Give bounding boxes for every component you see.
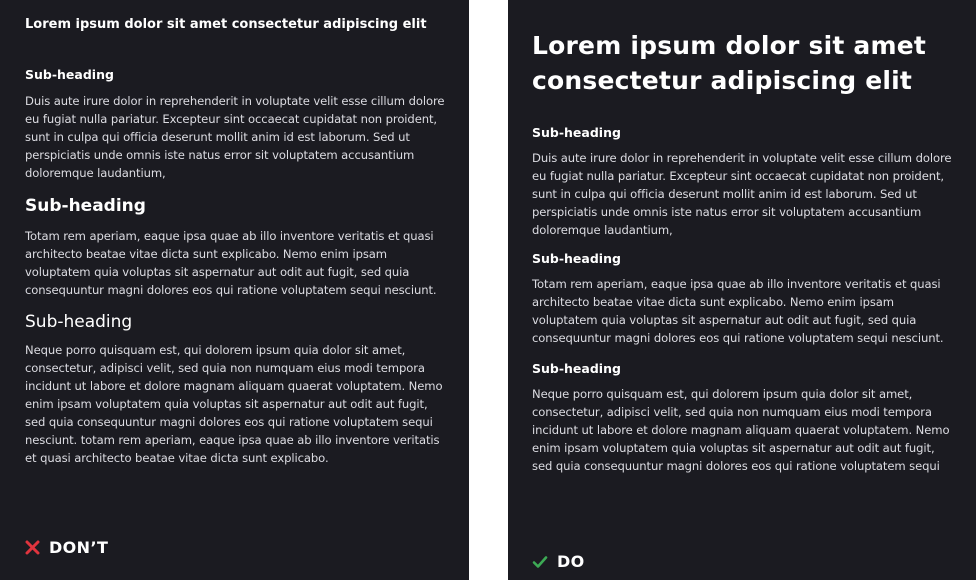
check-icon xyxy=(532,555,548,569)
example-title: Lorem ipsum dolor sit amet consectetur adipiscing elit xyxy=(25,17,427,32)
body-paragraph: Duis aute irure dolor in reprehenderit in voluptate velit esse cillum dolore eu fugiat nulla pariatur. Excepteur sint occaecat cupidatat non proident, sunt in culpa qui officia deserunt mollit anim id est laborum. Sed ut perspiciatis unde omnis iste natus error sit voluptatem accusantium doloremque laudantium, xyxy=(532,151,952,237)
example-title: Lorem ipsum dolor sit amet consectetur adipiscing elit xyxy=(532,31,927,95)
dont-label: DON’T xyxy=(49,538,109,557)
dont-example-panel xyxy=(0,0,469,580)
cross-icon xyxy=(25,540,40,555)
subheading: Sub-heading xyxy=(532,125,621,140)
body-paragraph: Neque porro quisquam est, qui dolorem ipsum quia dolor sit amet, consectetur, adipisci velit, sed quia non numquam eius modi tempora incidunt ut labore et dolore magnam aliquam quaerat voluptatem. Nemo enim ipsam voluptatem quia voluptas sit aspernatur aut odit aut fugit, sed quia consequuntur magni dolores eos qui ratione voluptatem sequi nesciunt. totam rem aperiam, eaque ipsa quae ab illo inventore veritatis et quasi architecto beatae vitae dicta sunt explicabo. xyxy=(25,343,443,465)
do-example-panel xyxy=(508,0,976,580)
subheading: Sub-heading xyxy=(532,361,621,376)
body-paragraph: Totam rem aperiam, eaque ipsa quae ab illo inventore veritatis et quasi architecto beatae vitae dicta sunt explicabo. Nemo enim ipsam voluptatem quia voluptas sit aspernatur aut odit aut fugit, sed quia consequuntur magni dolores eos qui ratione voluptatem sequi nesciunt. xyxy=(25,229,437,297)
body-paragraph: Totam rem aperiam, eaque ipsa quae ab illo inventore veritatis et quasi architecto beatae vitae dicta sunt explicabo. Nemo enim ipsam voluptatem quia voluptas sit aspernatur aut odit aut fugit, sed quia consequuntur magni dolores eos qui ratione voluptatem sequi nesciunt. xyxy=(532,277,944,345)
body-paragraph: Duis aute irure dolor in reprehenderit in voluptate velit esse cillum dolore eu fugiat nulla pariatur. Excepteur sint occaecat cupidatat non proident, sunt in culpa qui officia deserunt mollit anim id est laborum. Sed ut perspiciatis unde omnis iste natus error sit voluptatem accusantium doloremque laudantium, xyxy=(25,94,445,180)
subheading-large-regular: Sub-heading xyxy=(25,312,133,332)
subheading-small: Sub-heading xyxy=(25,67,114,82)
do-badge xyxy=(532,552,585,571)
subheading-large-bold: Sub-heading xyxy=(25,196,146,216)
dont-badge xyxy=(25,538,108,557)
body-paragraph: Neque porro quisquam est, qui dolorem ipsum quia dolor sit amet, consectetur, adipisci velit, sed quia non numquam eius modi tempora incidunt ut labore et dolore magnam aliquam quaerat voluptatem. Nemo enim ipsam voluptatem quia voluptas sit aspernatur aut odit aut fugit, sed quia consequuntur magni dolores eos qui ratione voluptatem sequi xyxy=(532,387,950,473)
subheading: Sub-heading xyxy=(532,251,621,266)
do-label: DO xyxy=(557,552,585,571)
